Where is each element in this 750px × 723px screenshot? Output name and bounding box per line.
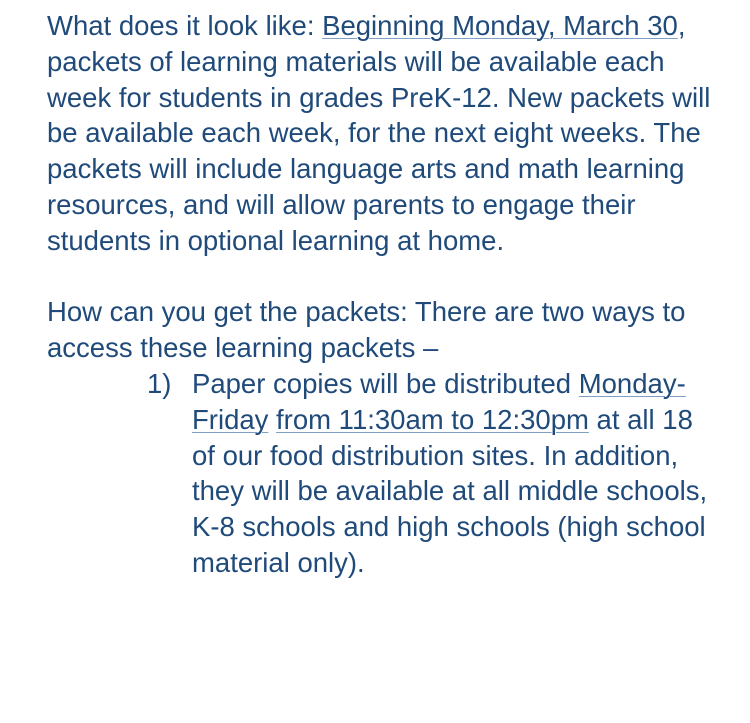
start-date-link[interactable]: Beginning Monday, March 30 [322,10,678,41]
paragraph-spacer [47,259,727,295]
what-it-looks-like-paragraph [47,8,727,259]
section-heading-text: What does it look like: [47,10,323,41]
list-item-text-before: Paper copies will be distributed [192,367,579,399]
section-body-text: , packets of learning materials will be available each week for students in grades PreK-12. New packets will be available each week, for the next eight weeks. The packets will include language arts and math learning resources, and will allow parents to engage their students in optional learning at home. [47,10,711,256]
list-item [147,366,712,581]
list-item-number: 1) [147,367,172,399]
list-item-text-after: at all 18 of our food distribution sites. In addition, they will be available at all middle schools, K-8 schools and high schools (high school material only). [192,403,708,578]
document-body [47,8,727,581]
time-link[interactable]: from 11:30am to 12:30pm [276,403,589,435]
how-to-get-packets-paragraph: How can you get the packets: There are two ways to access these learning packets – [47,296,686,364]
days-link[interactable]: Monday-Friday [192,367,686,435]
